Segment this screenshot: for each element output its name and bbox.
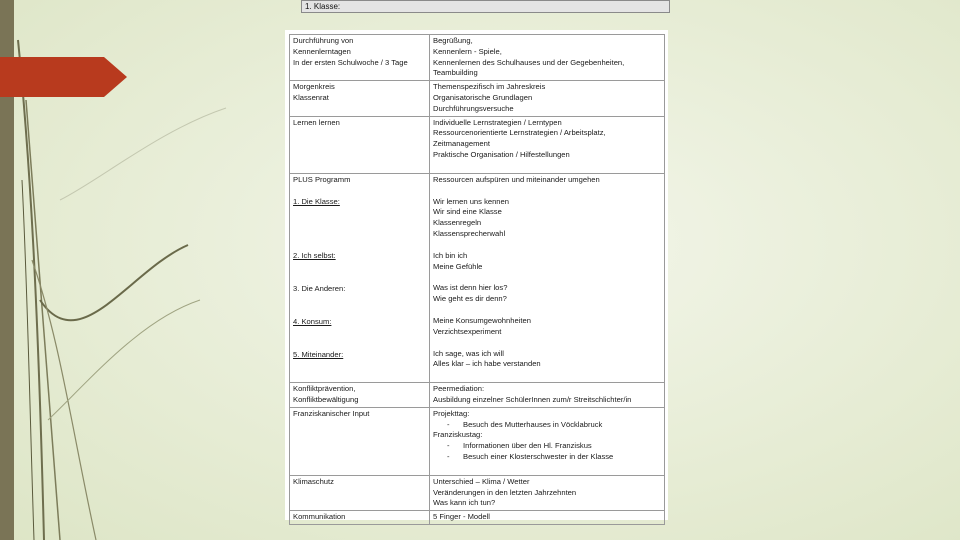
cell-text: In der ersten Schulwoche / 3 Tage (293, 57, 408, 67)
cell-text: Morgenkreis (293, 82, 335, 92)
cell-text: Alles klar – ich habe verstanden (433, 359, 541, 369)
cell-text: Was kann ich tun? (433, 498, 496, 508)
cell-text: Franziskustag: (433, 430, 483, 440)
cell-text: Wie geht es dir denn? (433, 294, 507, 304)
cell-text: Wir sind eine Klasse (433, 207, 502, 217)
plus-item-label: 2. Ich selbst: (293, 251, 336, 261)
curriculum-table (289, 34, 665, 525)
table-row (290, 116, 665, 173)
cell-text: PLUS Programm (293, 174, 351, 184)
cell-text: Verzichtsexperiment (433, 326, 502, 336)
cell-text: Kennenlerntagen (293, 46, 351, 56)
cell-text: Projekttag: (433, 408, 470, 418)
red-arrow-shape (0, 57, 127, 97)
cell-text: Organisatorische Grundlagen (433, 92, 533, 102)
table-row (290, 81, 665, 116)
table-row (290, 35, 665, 81)
cell-text: Themenspezifisch im Jahreskreis (433, 82, 546, 92)
cell-text: Begrüßung, (433, 36, 473, 45)
plus-item-label: 4. Konsum: (293, 316, 332, 326)
cell-text: Meine Konsumgewohnheiten (433, 315, 531, 325)
cell-text: Kennenlern - Spiele, (433, 46, 502, 56)
cell-text: 5 Finger - Modell (433, 512, 490, 522)
table-row (290, 475, 665, 510)
table-row (290, 511, 665, 525)
cell-text: Praktische Organisation / Hilfestellungen (433, 149, 570, 159)
cell-text: Teambuilding (433, 68, 478, 78)
bullet-dash: - (447, 451, 450, 461)
cell-text: Lernen lernen (293, 117, 340, 127)
cell-text: Besuch einer Klosterschwester in der Klasse (463, 451, 614, 461)
cell-text: Ich sage, was ich will (433, 348, 504, 358)
document-header: 1. Klasse: (301, 0, 670, 13)
cell-text: Ausbildung einzelner SchülerInnen zum/r Streitschlichter/in (433, 394, 632, 404)
bullet-item (433, 420, 661, 431)
cell-text: Informationen über den Hl. Franziskus (463, 441, 592, 451)
cell-text: Peermediation: (433, 384, 485, 394)
table-row (290, 407, 665, 475)
cell-text: Zeitmanagement (433, 139, 490, 149)
cell-text: Klassensprecherwahl (433, 228, 506, 238)
table-row (290, 383, 665, 408)
document-page (285, 30, 668, 520)
table-row (290, 173, 665, 382)
cell-text: Klassenregeln (433, 218, 482, 228)
cell-text: Ich bin ich (433, 250, 468, 260)
bullet-dash: - (447, 419, 450, 429)
bullet-item (433, 452, 661, 463)
cell-text: Klassenrat (293, 92, 329, 102)
cell-text: Ressourcenorientierte Lernstrategien / Arbeitsplatz, (433, 128, 606, 138)
cell-text: Ressourcen aufspüren und miteinander umgehen (433, 174, 600, 184)
cell-text: Was ist denn hier los? (433, 283, 508, 293)
cell-text: Franziskanischer Input (293, 408, 370, 418)
cell-text: Unterschied – Klima / Wetter (433, 476, 530, 486)
cell-text: Individuelle Lernstrategien / Lerntypen (433, 117, 562, 127)
plus-item-label: 3. Die Anderen: (293, 284, 346, 294)
plus-item-label: 5. Miteinander: (293, 349, 344, 359)
cell-text: Veränderungen in den letzten Jahrzehnten (433, 487, 577, 497)
bullet-item (433, 441, 661, 452)
bullet-dash: - (447, 441, 450, 451)
cell-text: Durchführung von (293, 36, 354, 45)
cell-text: Meine Gefühle (433, 261, 483, 271)
cell-text: Kommunikation (293, 512, 346, 522)
cell-text: Besuch des Mutterhauses in Vöcklabruck (463, 419, 603, 429)
cell-text: Durchführungsversuche (433, 103, 514, 113)
plus-item-label: 1. Die Klasse: (293, 196, 340, 206)
cell-text: Klimaschutz (293, 476, 334, 486)
cell-text: Konfliktbewältigung (293, 394, 359, 404)
cell-text: Wir lernen uns kennen (433, 196, 509, 206)
cell-text: Kennenlernen des Schulhauses und der Gegebenheiten, (433, 57, 625, 67)
cell-text: Konfliktprävention, (293, 384, 356, 394)
